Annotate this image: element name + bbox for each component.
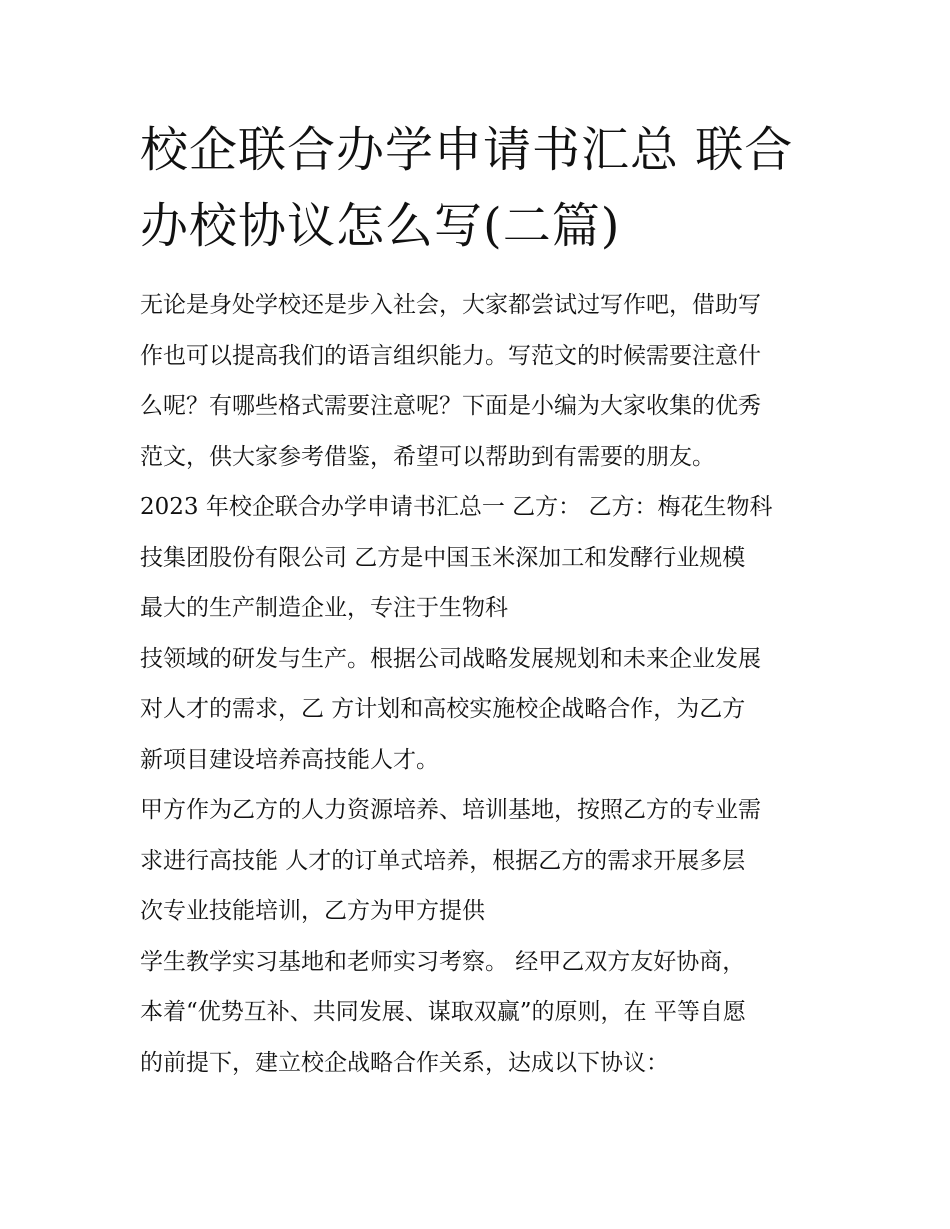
body-line: 次专业技能培训，乙方为甲方提供 — [140, 898, 485, 924]
body-line: 2023 年校企联合办学申请书汇总一 乙方： 乙方：梅花生物科 — [140, 494, 773, 520]
body-line: 求进行高技能 人才的订单式培养，根据乙方的需求开展多层 — [140, 847, 746, 874]
body-line: 学生教学实习基地和老师实习考察。 经甲乙双方友好协商， — [140, 948, 746, 975]
document-body — [140, 280, 830, 1088]
body-line: 作也可以提高我们的语言组织能力。写范文的时候需要注意什 — [140, 342, 761, 369]
title-line-2: 办校协议怎么写(二篇) — [140, 198, 621, 254]
body-line: 本着“优势互补、共同发展、谋取双赢”的原则，在 平等自愿 — [140, 999, 746, 1025]
body-line: 最大的生产制造企业，专注于生物科 — [140, 595, 508, 621]
title-line-1: 校企联合办学申请书汇总 联合 — [140, 122, 794, 178]
body-line: 技领域的研发与生产。根据公司战略发展规划和未来企业发展 — [140, 645, 761, 672]
body-line: 无论是身处学校还是步入社会，大家都尝试过写作吧，借助写 — [140, 292, 761, 318]
body-line: 甲方作为乙方的人力资源培养、培训基地，按照乙方的专业需 — [140, 797, 761, 823]
body-line: 新项目建设培养高技能人才。 — [140, 746, 439, 773]
body-line: 对人才的需求，乙 方计划和高校实施校企战略合作，为乙方 — [140, 696, 746, 722]
body-line: 的前提下，建立校企战略合作关系，达成以下协议： — [140, 1049, 669, 1076]
document-title — [140, 112, 830, 264]
body-line: 范文，供大家参考借鉴，希望可以帮助到有需要的朋友。 — [140, 443, 715, 470]
body-line: 技集团股份有限公司 乙方是中国玉米深加工和发酵行业规模 — [140, 544, 746, 571]
body-line: 么呢？有哪些格式需要注意呢？下面是小编为大家收集的优秀 — [140, 393, 761, 419]
